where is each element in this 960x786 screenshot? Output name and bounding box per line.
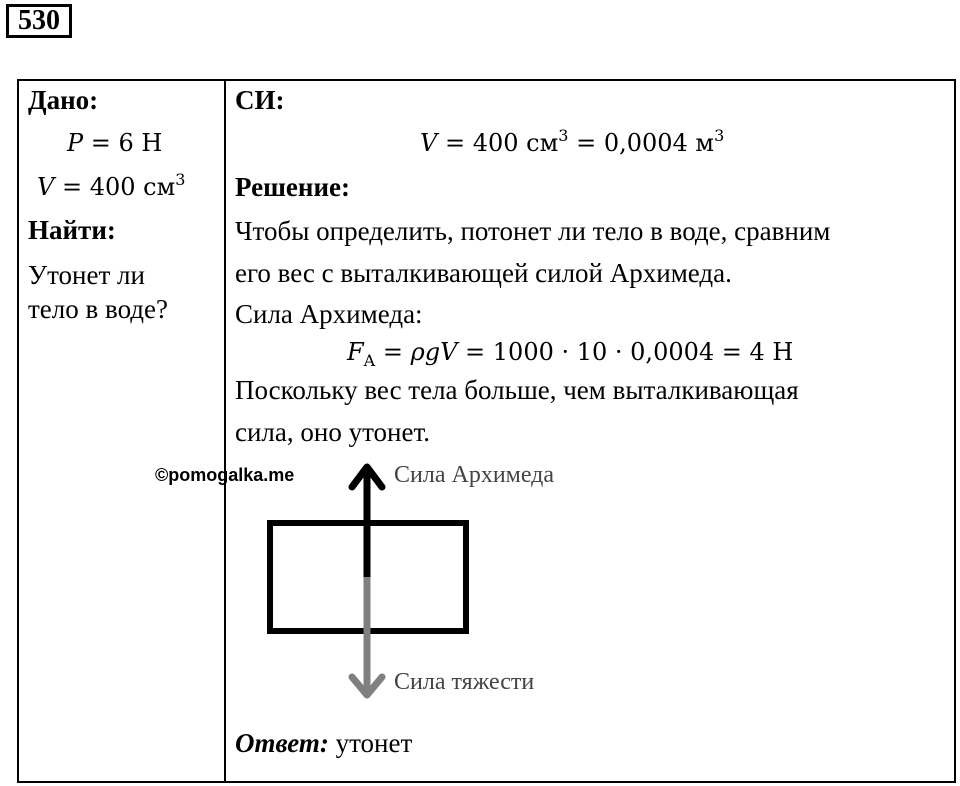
solution-line-2: его вес с выталкивающей силой Архимеда. xyxy=(235,258,732,288)
column-divider xyxy=(224,81,226,781)
si-conversion: V = 400 $см^3 = 0,0004$ $м^3$ xyxy=(420,126,725,157)
watermark: ©pomogalka.me xyxy=(155,465,295,485)
task-number: 530 xyxy=(6,4,72,38)
given-heading: Дано: xyxy=(28,85,99,115)
solution-line-4: Поскольку вес тела больше, чем выталкивающая xyxy=(235,375,799,405)
force-diagram xyxy=(260,455,590,705)
archimedes-label: Сила Архимеда xyxy=(394,462,555,488)
gravity-label: Сила тяжести xyxy=(394,669,535,695)
archimedes-formula: $F_A = \rho gV = 1000 \cdot 10 \cdot 0,0004 = 4$ Н xyxy=(347,338,794,370)
answer-line: Ответ: утонет xyxy=(235,728,413,758)
solution-line-3: Сила Архимеда: xyxy=(235,299,423,329)
given-v: V = 400 $см^3$ xyxy=(37,170,186,201)
find-line-2: тело в воде? xyxy=(28,294,168,324)
find-line-1: Утонет ли xyxy=(28,260,145,290)
find-heading: Найти: xyxy=(28,215,116,245)
solution-line-5: сила, оно утонет. xyxy=(235,417,430,447)
given-p: P = 6 Н xyxy=(67,129,163,157)
si-heading: СИ: xyxy=(235,85,285,115)
solution-heading: Решение: xyxy=(235,172,350,202)
solution-line-1: Чтобы определить, потонет ли тело в воде, сравним xyxy=(235,216,831,246)
